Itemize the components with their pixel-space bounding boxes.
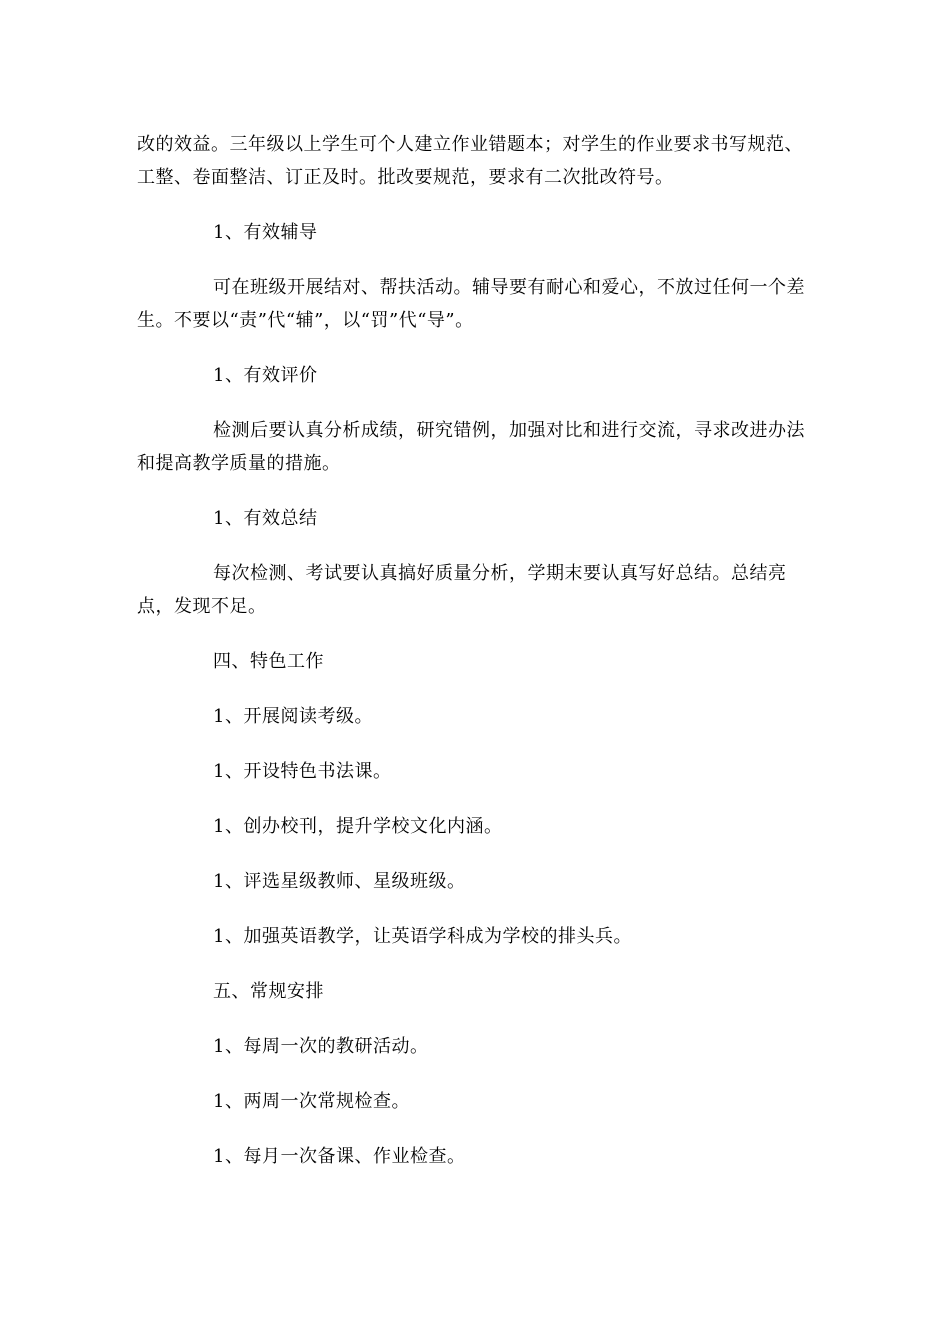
- list-item-star-teachers: 1、评选星级教师、星级班级。: [213, 871, 466, 892]
- section-heading-routine: 五、常规安排: [213, 981, 324, 1002]
- paragraph-tutoring: 可在班级开展结对、帮扶活动。辅导要有耐心和爱心，不放过任何一个差生。不要以“责”代“辅”，以“罚”代“导”。: [137, 277, 805, 331]
- subheading-effective-tutoring: 1、有效辅导: [213, 222, 318, 243]
- subheading-effective-evaluation: 1、有效评价: [213, 365, 318, 386]
- list-item-school-magazine: 1、创办校刊，提升学校文化内涵。: [213, 816, 503, 837]
- list-item-weekly-research: 1、每周一次的教研活动。: [213, 1036, 429, 1057]
- paragraph-evaluation: 检测后要认真分析成绩，研究错例，加强对比和进行交流，寻求改进办法和提高教学质量的措施。: [137, 420, 805, 474]
- list-item-monthly-check: 1、每月一次备课、作业检查。: [213, 1146, 466, 1167]
- paragraph-summary: 每次检测、考试要认真搞好质量分析，学期末要认真写好总结。总结亮点，发现不足。: [137, 563, 787, 617]
- list-item-biweekly-check: 1、两周一次常规检查。: [213, 1091, 410, 1112]
- list-item-reading-grading: 1、开展阅读考级。: [213, 706, 373, 727]
- list-item-calligraphy-class: 1、开设特色书法课。: [213, 761, 392, 782]
- document-body: [137, 128, 817, 1195]
- subheading-effective-summary: 1、有效总结: [213, 508, 318, 529]
- section-heading-special-work: 四、特色工作: [213, 651, 324, 672]
- paragraph-continuation: 改的效益。三年级以上学生可个人建立作业错题本；对学生的作业要求书写规范、工整、卷面整洁、订正及时。批改要规范，要求有二次批改符号。: [137, 134, 803, 188]
- list-item-english-teaching: 1、加强英语教学，让英语学科成为学校的排头兵。: [213, 926, 632, 947]
